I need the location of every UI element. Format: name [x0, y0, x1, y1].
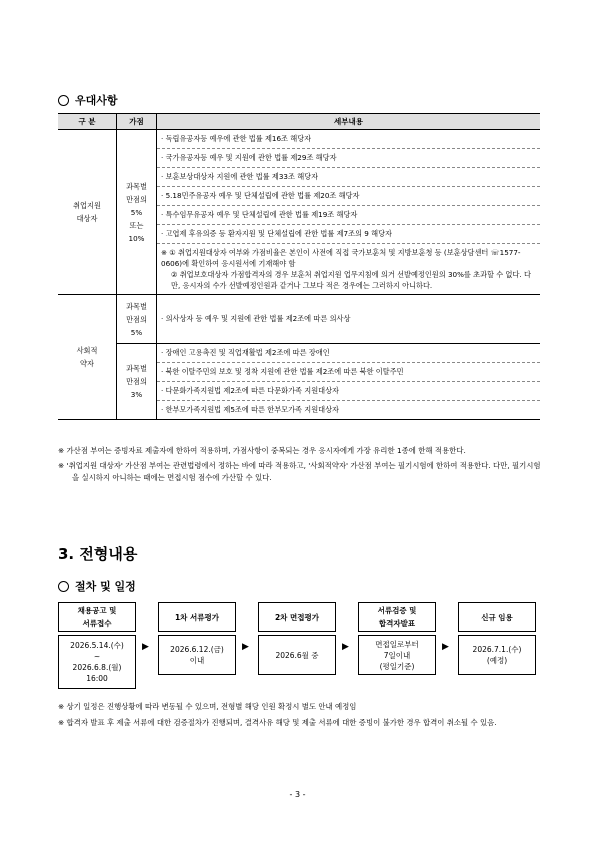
- preference-notes: [58, 445, 542, 487]
- points-5pct: 과목별 만점의 5%: [117, 295, 157, 344]
- table-row: · 5.18민주유공자 예우 및 단체설립에 관한 법률 제20조 해당자: [157, 187, 541, 206]
- veterans-note-1: ※ ① 취업지원대상자 여부와 가점비율은 본인이 사전에 직접 국가보훈처 및 지방보훈청 등 (보훈상담센터 ☏1577-0606)에 확인하여 응시원서에 기재해야 함: [161, 248, 521, 268]
- arrow-right-icon: ▶: [342, 642, 349, 652]
- step-appointment: [458, 602, 536, 675]
- table-row: · 한부모가족지원법 제5조에 따른 한부모가족 지원대상자: [157, 401, 541, 420]
- note-item: ※ 상기 일정은 진행상황에 따라 변동될 수 있으며, 전형별 해당 인원 확정시 별도 안내 예정임: [58, 702, 357, 711]
- arrow-right-icon: ▶: [142, 642, 149, 652]
- step-interview: [258, 602, 336, 675]
- arrow-right-icon: ▶: [242, 642, 249, 652]
- points-3pct: 과목별 만점의 3%: [117, 344, 157, 420]
- step-verification: [358, 602, 436, 675]
- step-title: 서류검증 및 합격자발표: [358, 602, 436, 632]
- table-row: · 고엽제 후유의증 등 환자지원 및 단체설립에 관한 법률 제7조의 9 해당자: [157, 225, 541, 244]
- circle-bullet-icon: [58, 95, 69, 106]
- table-row: · 북한 이탈주민의 보호 및 정착 지원에 관한 법률 제2조에 따른 북한 이탈주민: [157, 363, 541, 382]
- step-title: 신규 임용: [458, 602, 536, 632]
- table-row: · 의사상자 등 예우 및 지원에 관한 법률 제2조에 따른 의사상: [157, 295, 541, 344]
- step-application: [58, 602, 136, 689]
- category-veterans: 취업지원 대상자: [58, 130, 117, 295]
- table-row: · 다문화가족지원법 제2조에 따른 다문화가족 지원대상자: [157, 382, 541, 401]
- table-row: · 특수임무유공자 예우 및 단체설립에 관한 법률 제19조 해당자: [157, 206, 541, 225]
- header-category: 구 분: [58, 114, 117, 130]
- note-item: ※ 합격자 발표 후 제출 서류에 대한 검증절차가 진행되며, 결격사유 해당 및 제출 서류에 대한 증빙이 불가한 경우 합격이 취소될 수 있음.: [58, 718, 497, 727]
- arrow-right-icon: ▶: [442, 642, 449, 652]
- note-item: ※ 가산점 부여는 증빙자료 제출자에 한하여 적용하며, 가점사항이 중복되는 경우 응시자에게 가장 유리한 1종에 한해 적용한다.: [58, 446, 466, 455]
- step-body: 2026.5.14.(수) ~ 2026.6.8.(월) 16:00: [58, 635, 136, 689]
- table-row: · 장애인 고용촉진 및 직업재활법 제2조에 따른 장애인: [157, 344, 541, 363]
- step-body: 2026.7.1.(수) (예정): [458, 635, 536, 675]
- procedure-notes: [58, 700, 542, 732]
- category-vulnerable: 사회적 약자: [58, 295, 117, 420]
- step-body: 면접일로부터 7일이내 (평일기준): [358, 635, 436, 675]
- preference-heading: [58, 92, 118, 108]
- header-details: 세부내용: [157, 114, 541, 130]
- veterans-note-2: ② 취업보호대상자 가점합격자의 경우 보훈처 취업지원 업무지침에 의거 선발예정인원의 30%를 초과할 수 없다. 다만, 응시자의 수가 선발예정인원과 같거나 그보다 적은 경우에는 그러하지 아니하다.: [171, 270, 531, 290]
- procedure-heading-label: 절차 및 일정: [75, 580, 136, 593]
- step-body: 2026.6.12.(금) 이내: [158, 635, 236, 675]
- table-row: · 국가유공자등 예우 및 지원에 관한 법률 제29조 해당자: [157, 149, 541, 168]
- page-number: - 3 -: [289, 790, 306, 799]
- preference-heading-label: 우대사항: [75, 94, 118, 107]
- section-title: 3. 전형내용: [58, 545, 138, 563]
- circle-bullet-icon: [58, 581, 69, 592]
- step-title: 2차 면접평가: [258, 602, 336, 632]
- points-veterans: 과목별 만점의 5% 또는 10%: [117, 130, 157, 295]
- procedure-heading: [58, 578, 136, 594]
- note-item: ※ '취업지원 대상자' 가산점 부여는 관련법령에서 정하는 바에 따라 적용하고, '사회적약자' 가산점 부여는 필기시험에 한하여 적용한다. 다만, 필기시험을 실시하지 아니하는 때에는 면접시험 점수에 가산할 수 있다.: [58, 461, 541, 482]
- table-row: · 독립유공자등 예우에 관한 법률 제16조 해당자: [157, 130, 541, 149]
- veterans-note: [157, 244, 541, 295]
- step-title: 채용공고 및 서류접수: [58, 602, 136, 632]
- header-points: 가점: [117, 114, 157, 130]
- step-title: 1차 서류평가: [158, 602, 236, 632]
- procedure-flow: [58, 602, 540, 692]
- step-body: 2026.6월 중: [258, 635, 336, 675]
- step-document-review: [158, 602, 236, 675]
- table-row: · 보훈보상대상자 지원에 관한 법률 제33조 해당자: [157, 168, 541, 187]
- preference-table: [58, 113, 540, 420]
